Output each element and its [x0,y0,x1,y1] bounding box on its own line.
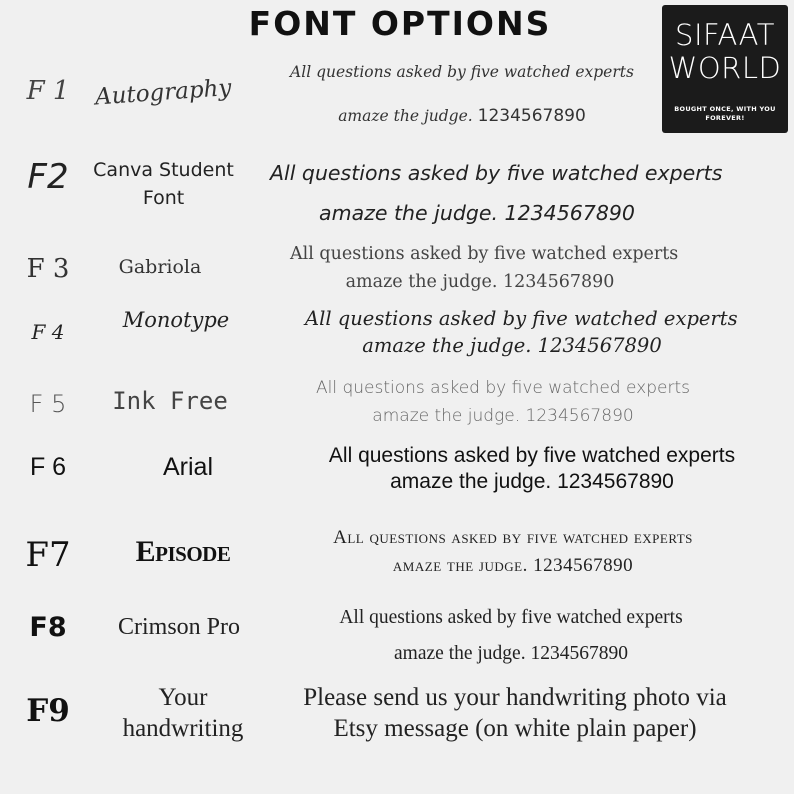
logo-tagline: BOUGHT ONCE, WITH YOU FOREVER! [674,105,776,122]
sample-line-1: All questions asked by five watched experts [270,161,723,185]
font-code: F 1 [26,76,70,106]
font-code: F7 [25,535,71,575]
sample-line-1: All questions asked by five watched experts [328,444,736,467]
sample-line-1: All questions asked by five watched experts [290,63,634,81]
font-sample [265,682,765,744]
font-name-line-2: handwriting [122,715,244,742]
sample-line-2: amaze the judge. 1234567890 [345,272,615,292]
sample-line-2 [262,94,662,138]
sample-line-1: All questions asked by five watched experts [290,244,679,264]
sample-line-2: Etsy message (on white plain paper) [333,715,697,742]
font-name [108,682,258,744]
font-name-line-1: Canva Student [93,159,234,181]
font-code: F9 [26,693,70,729]
sample-line-2: amaze the judge. 1234567890 [394,643,628,664]
font-code: F8 [29,612,67,643]
font-name: Arial [162,453,213,481]
font-sample [290,240,679,296]
font-code: F 3 [26,254,70,284]
font-sample [296,600,726,672]
font-name: Gabriola [118,256,202,278]
sample-line-1: All questions asked by five watched experts [316,378,690,398]
font-name: Autography [94,75,233,111]
sample-line-2: amaze the judge. 1234567890 [392,555,634,576]
logo-line-1: SIFAAT [675,18,775,52]
font-name: Episode [135,535,231,568]
font-name-line-1: Your [158,684,208,711]
font-sample [290,443,774,495]
font-sample [305,305,738,359]
font-sample [270,153,723,233]
font-name: Ink Free [112,387,228,415]
font-sample [296,374,710,430]
sample-line-1: All questions asked by five watched experts [333,527,693,548]
sample-line-2: amaze the judge. 1234567890 [319,201,635,225]
font-name: Crimson Pro [117,614,240,640]
sample-numbers: 1234567890 [477,106,586,126]
brand-logo [662,5,788,133]
font-code: F 4 [31,320,65,344]
font-name [86,156,241,212]
font-code: F 6 [29,453,67,481]
sample-line-2: amaze the judge. 1234567890 [372,406,634,426]
font-sample [262,50,662,138]
sample-line-1: Please send us your handwriting photo via [303,684,727,711]
font-name: Monotype [122,308,230,332]
sample-line-2: amaze the judge. 1234567890 [390,470,674,493]
font-name-line-2: Font [142,187,185,209]
sample-text: amaze the judge. [338,107,473,125]
font-sample [286,524,740,580]
logo-line-2: WORLD [668,51,782,85]
sample-line-1: All questions asked by five watched experts [339,607,683,628]
font-code: F2 [27,157,69,197]
sample-line-1: All questions asked by five watched experts [305,307,738,330]
sample-line-2: amaze the judge. 1234567890 [362,334,662,357]
font-code: F 5 [29,390,67,418]
page-title: FONT OPTIONS [248,4,552,43]
